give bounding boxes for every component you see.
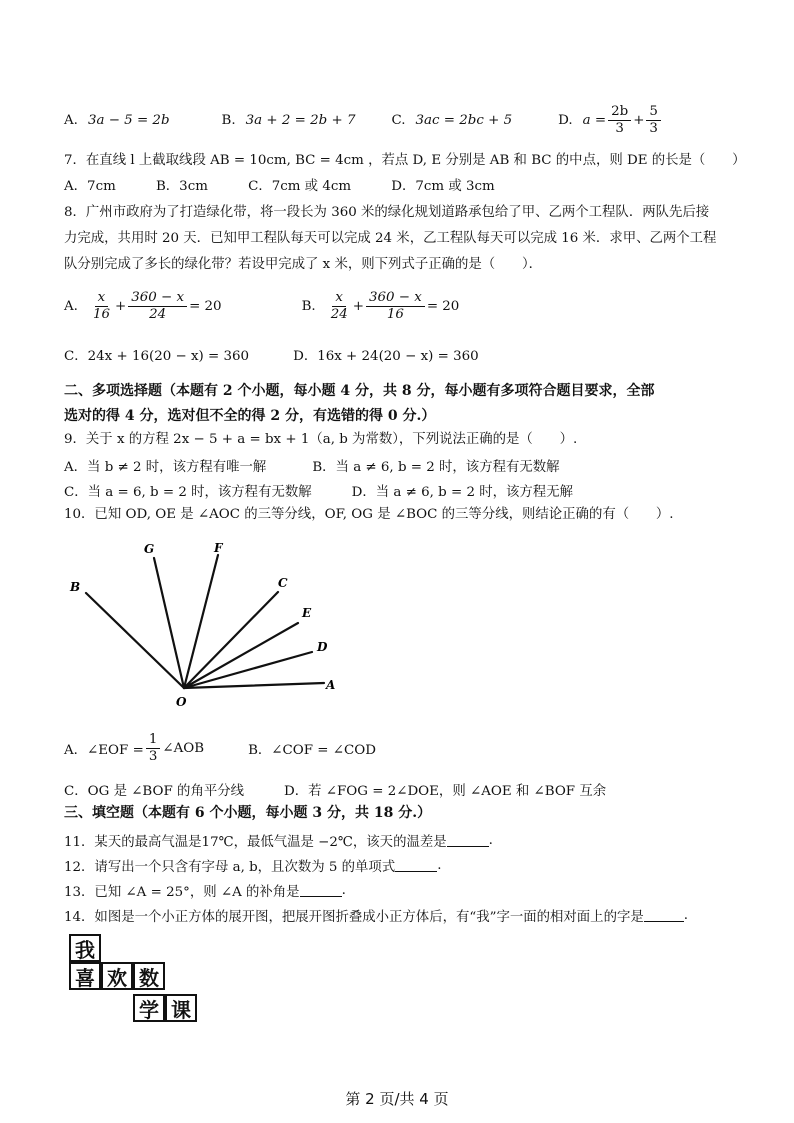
fraction-denominator: 3 [649,120,658,136]
q10-options-ab-row [64,728,376,768]
fraction-denominator: 24 [149,306,167,322]
q13-answer-blank[interactable] [300,884,342,897]
q10-option-a-label: A．∠EOF = [64,742,144,758]
q6-option-c: 3ac = 2bc + 5 [415,112,513,128]
q13-period: . [341,883,346,898]
q7-stem: 7．在直线 l 上截取线段 AB = 10cm, BC = 4cm ，若点 D, E 分别是 AB 和 BC 的中点，则 DE 的长是（ ） [64,153,746,168]
cube-net-cell-huan: 欢 [101,962,133,990]
q10-option-d: D．若 ∠FOG = 2∠DOE，则 ∠AOE 和 ∠BOF 互余 [284,784,607,799]
fraction-denominator: 3 [148,748,158,764]
q8-stem-line-1: 8．广州市政府为了打造绿化带，将一段长为 360 米的绿化规划道路承包给了甲、乙两个工程队．两队先后接 [64,205,710,220]
q8-options-ab-row [64,284,459,328]
q6-option-d-fraction-1 [608,104,631,136]
fraction-numerator: 360 − x [366,290,425,306]
q12-answer-blank[interactable] [395,859,437,872]
q8-option-c: C．24x + 16(20 − x) = 360 [64,349,250,364]
q8-option-a-fraction-2 [128,290,187,322]
fraction-numerator: x [332,290,346,306]
q14-row [64,906,688,925]
ray-og [154,558,184,688]
q8-option-a-equals: = 20 [189,298,222,314]
q6-option-a-label: A. [64,112,78,128]
q6-options-row [64,100,663,140]
cube-net-cell-xue: 学 [133,994,165,1022]
q8-option-a-fraction-1 [90,290,113,322]
fraction-numerator: 2b [608,104,631,120]
q13-text: 13．已知 ∠A = 25°，则 ∠A 的补角是 [64,885,300,900]
q8-option-b-fraction-2 [366,290,425,322]
q9-option-c: C．当 a = 6, b = 2 时，该方程有无数解 [64,485,312,500]
q9-option-b: B．当 a ≠ 6, b = 2 时，该方程有无数解 [312,460,560,475]
fraction-denominator: 3 [615,120,624,136]
q8-option-d: D．16x + 24(20 − x) = 360 [293,349,479,364]
page-footer: 第 2 页/共 4 页 [345,1090,449,1108]
ray-ob [86,593,184,688]
label-a: A [326,678,336,692]
label-g: G [144,542,155,556]
q9-option-d: D．当 a ≠ 6, b = 2 时，该方程无解 [351,485,573,500]
q6-option-b: 3a + 2 = 2b + 7 [245,112,356,128]
q6-option-d-plus: + [633,112,645,128]
cube-net-cell-shu: 数 [133,962,165,990]
q10-option-c: C．OG 是 ∠BOF 的角平分线 [64,784,245,799]
q14-text: 14．如图是一个小正方体的展开图，把展开图折叠成小正方体后，有“我”字一面的相对面上的字是 [64,910,644,925]
q8-stem-line-2: 力完成，共用时 20 天．已知甲工程队每天可以完成 24 米，乙工程队每天可以完成 16 米．求甲、乙两个工程 [64,231,717,246]
ray-oa [184,683,324,688]
q12-row [64,856,441,875]
q11-row [64,831,493,850]
q6-option-a: 3a − 5 = 2b [87,112,170,128]
q8-options-cd-row [64,345,479,364]
q6-option-c-label: C. [391,112,406,128]
fraction-denominator: 16 [92,306,110,322]
angle-rays-figure [60,535,360,715]
ray-oe [184,623,298,688]
q9-option-a: A．当 b ≠ 2 时，该方程有唯一解 [64,460,267,475]
cube-net-cell-xi: 喜 [69,962,101,990]
fraction-denominator: 24 [330,306,348,322]
q11-period: . [488,833,493,848]
q10-option-a-tail: ∠AOB [162,740,205,756]
q13-row [64,881,346,900]
q12-period: . [437,858,442,873]
label-c: C [278,576,288,590]
q14-answer-blank[interactable] [644,909,684,922]
fraction-numerator: 360 − x [128,290,187,306]
q10-options-cd-row [64,780,606,799]
q10-option-b: B．∠COF = ∠COD [248,742,376,758]
section-2-heading-line-2: 选对的得 4 分，选对但不全的得 2 分，有选错的得 0 分.） [64,408,436,424]
cube-net-cell-wo: 我 [69,934,101,962]
q8-option-b-fraction-1 [328,290,351,322]
label-d: D [317,640,328,654]
q8-option-a-label: A. [64,298,78,314]
label-f: F [214,541,223,555]
q9-options-cd-row [64,481,573,500]
fraction-denominator: 16 [386,306,404,322]
q9-options-ab-row [64,456,560,475]
q9-stem: 9．关于 x 的方程 2x − 5 + a = bx + 1（a, b 为常数），下列说法正确的是（ ）. [64,432,578,447]
q10-stem: 10．已知 OD, OE 是 ∠AOC 的三等分线，OF, OG 是 ∠BOC 的三等分线，则结论正确的有（ ）. [64,507,674,522]
q11-answer-blank[interactable] [447,834,489,847]
fraction-numerator: 1 [146,732,161,748]
q11-text: 11．某天的最高气温是17℃，最低气温是 −2℃，该天的温差是 [64,835,447,850]
q8-option-b-plus: + [352,298,364,314]
q8-stem-line-3: 队分别完成了多长的绿化带？若设甲完成了 x 米，则下列式子正确的是（ ）． [64,257,543,272]
q7-options: A．7cm B．3cm C．7cm 或 4cm D．7cm 或 3cm [64,179,495,194]
fraction-numerator: x [95,290,109,306]
ray-od [184,652,312,688]
q8-option-a-plus: + [114,298,127,314]
section-2-heading-line-1: 二、多项选择题（本题有 2 个小题，每小题 4 分，共 8 分，每小题有多项符合题目要求，全部 [64,383,655,399]
q6-option-d-fraction-2 [646,104,661,136]
label-e: E [302,606,312,620]
q10-option-a-fraction [146,732,161,764]
ray-of [184,555,218,688]
q8-option-b-equals: = 20 [426,298,460,314]
label-b: B [70,580,81,594]
label-o: O [176,695,187,709]
q8-option-b-label: B. [301,298,316,314]
q6-option-b-label: B. [221,112,236,128]
cube-net-cell-ke: 课 [165,994,197,1022]
q14-period: . [683,908,689,923]
fraction-numerator: 5 [646,104,661,120]
section-3-heading: 三、填空题（本题有 6 个小题，每小题 3 分，共 18 分.） [64,805,432,821]
ray-oc [184,592,278,688]
q6-option-d-prefix: a = [582,112,607,128]
q6-option-d-label: D. [558,112,573,128]
q12-text: 12．请写出一个只含有字母 a, b，且次数为 5 的单项式 [64,860,396,875]
